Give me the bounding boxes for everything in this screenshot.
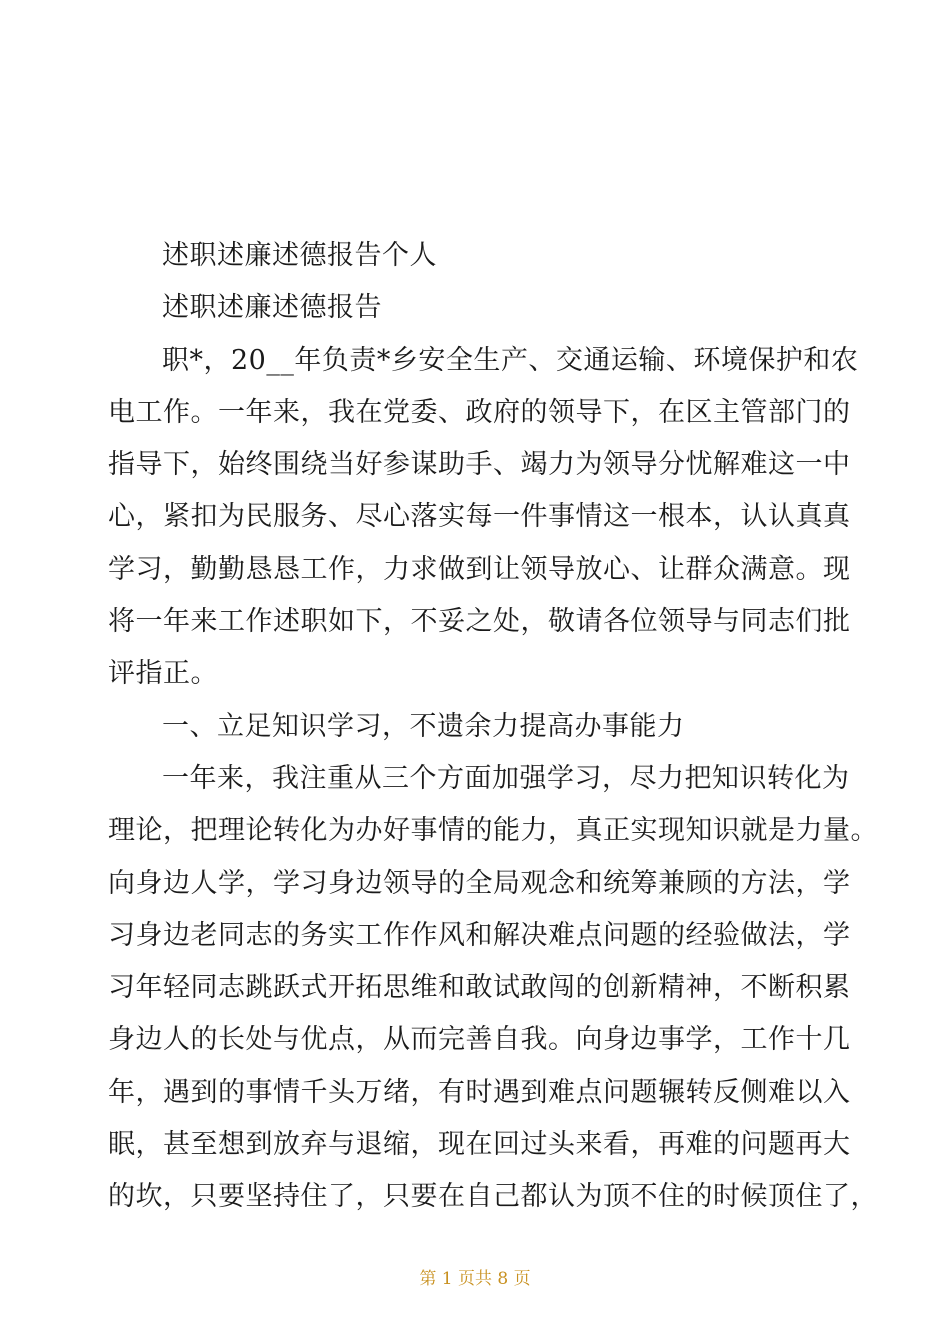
- paragraph-line: 眠，甚至想到放弃与退缩，现在回过头来看，再难的问题再大: [108, 1129, 851, 1161]
- paragraph-line: 身边人的长处与优点，从而完善自我。向身边事学，工作十几: [108, 1024, 851, 1056]
- paragraph-line: 向身边人学，学习身边领导的全局观念和统筹兼顾的方法，学: [108, 867, 851, 899]
- page-number-footer: 第 1 页共 8 页: [419, 1269, 531, 1289]
- paragraph-line: 年，遇到的事情千头万绪，有时遇到难点问题辗转反侧难以入: [108, 1076, 851, 1108]
- document-title: 述职述廉述德报告个人: [162, 240, 437, 271]
- paragraph-line: 习年轻同志跳跃式开拓思维和敢试敢闯的创新精神，不断积累: [108, 972, 851, 1004]
- paragraph-line: 一年来，我注重从三个方面加强学习，尽力把知识转化为: [162, 762, 850, 794]
- paragraph-line: 学习，勤勤恳恳工作，力求做到让领导放心、让群众满意。现: [108, 553, 851, 585]
- document-subtitle: 述职述廉述德报告: [162, 292, 382, 324]
- paragraph-line: 职*，20__年负责*乡安全生产、交通运输、环境保护和农: [162, 344, 859, 376]
- paragraph-line: 习身边老同志的务实工作作风和解决难点问题的经验做法，学: [108, 919, 851, 951]
- paragraph-line: 的坎，只要坚持住了，只要在自己都认为顶不住的时候顶住了，: [108, 1181, 878, 1213]
- paragraph-line: 理论，把理论转化为办好事情的能力，真正实现知识就是力量。: [108, 815, 878, 847]
- section-heading: 一、立足知识学习，不遗余力提高办事能力: [162, 710, 685, 742]
- paragraph-line: 电工作。一年来，我在党委、政府的领导下，在区主管部门的: [108, 396, 851, 428]
- paragraph-line: 评指正。: [108, 658, 218, 690]
- paragraph-line: 将一年来工作述职如下，不妥之处，敬请各位领导与同志们批: [108, 606, 851, 638]
- document-body: [108, 230, 878, 1224]
- paragraph-line: 心，紧扣为民服务、尽心落实每一件事情这一根本，认认真真: [108, 501, 851, 533]
- paragraph-line: 指导下，始终围绕当好参谋助手、竭力为领导分忧解难这一中: [108, 449, 851, 481]
